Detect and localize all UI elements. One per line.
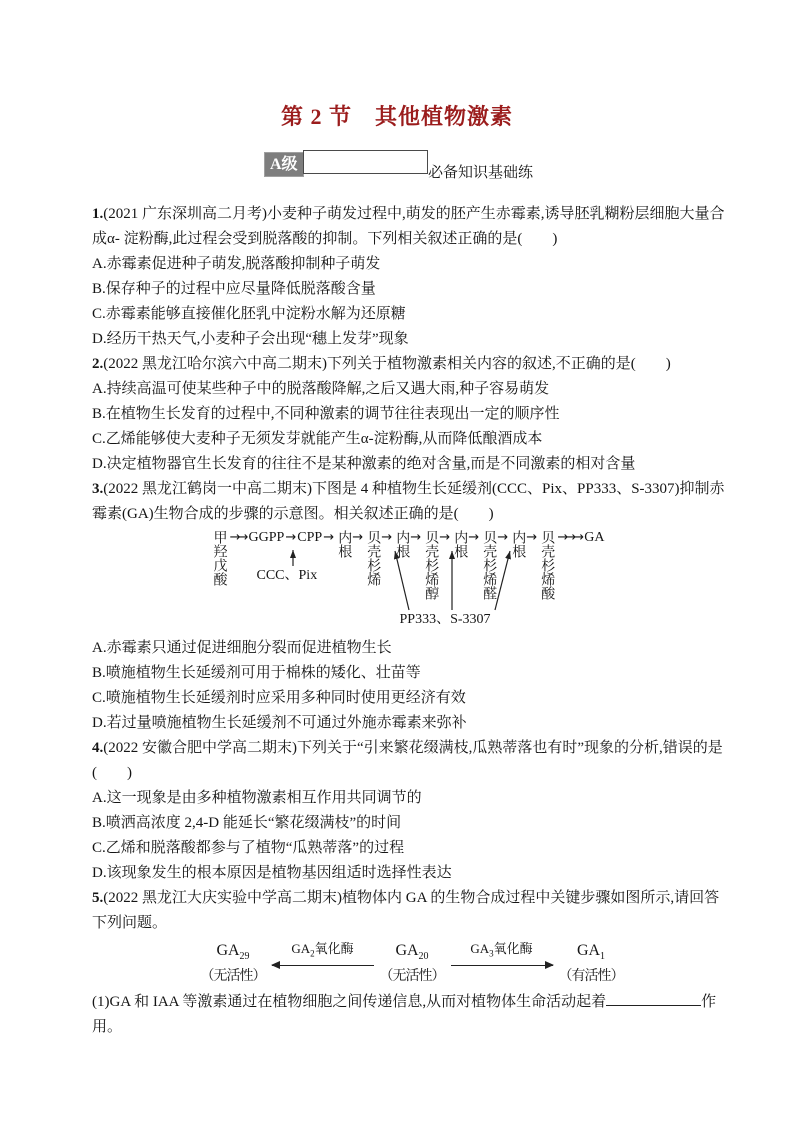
question-1-option-b: B.保存种子的过程中应尽量降低脱落酸含量 bbox=[92, 281, 376, 297]
question-4-option-c: C.乙烯和脱落酸都参与了植物“瓜熟蒂落”的过程 bbox=[92, 840, 405, 856]
question-list bbox=[92, 202, 732, 1040]
arrow-icon: → bbox=[410, 530, 422, 545]
arrow-icon: → bbox=[323, 530, 335, 545]
question-1-option-d: D.经历干热天气,小麦种子会出现“穗上发芽”现象 bbox=[92, 331, 409, 347]
right-arrow-icon bbox=[451, 965, 553, 966]
question-5-part-1-text: (1)GA 和 IAA 等激素通过在植物细胞之间传递信息,从而对植物体生命活动起着 bbox=[92, 994, 607, 1011]
inhibitor-label-pp333-s3307: PP333、S-3307 bbox=[399, 612, 491, 627]
answer-blank bbox=[606, 991, 701, 1006]
question-4-option-a: A.这一现象是由多种植物激素相互作用共同调节的 bbox=[92, 790, 422, 806]
question-2-option-b: B.在植物生长发育的过程中,不同种激素的调节往往表现出一定的顺序性 bbox=[92, 406, 560, 422]
question-5-stem bbox=[92, 886, 732, 936]
level-badge: A级 bbox=[264, 152, 304, 177]
ga20-node bbox=[376, 941, 449, 987]
question-5-number: 5. bbox=[92, 890, 104, 906]
ga2-oxidase-arrow bbox=[272, 941, 374, 966]
multi-step-arrow-icon: →→→ bbox=[557, 530, 582, 545]
pathway-node-mevalonic-acid: 甲羟戊酸 bbox=[211, 530, 227, 586]
arrow-icon: → bbox=[468, 530, 480, 545]
ga29-label: $GA_{29}$ bbox=[216, 942, 250, 963]
pathway-node-ent-2: 内根 bbox=[394, 530, 410, 558]
question-3-number: 3. bbox=[92, 481, 104, 497]
ga29-node bbox=[197, 941, 270, 987]
multi-step-arrow-icon: →→ bbox=[229, 530, 246, 545]
arrow-icon: → bbox=[381, 530, 393, 545]
pathway-node-cpp: CPP bbox=[297, 530, 323, 545]
question-2-option-a: A.持续高温可使某些种子中的脱落酸降解,之后又遇大雨,种子容易萌发 bbox=[92, 381, 550, 397]
question-4-stem bbox=[92, 736, 732, 786]
question-3-option-d: D.若过量喷施植物生长延缓剂不可通过外施赤霉素来弥补 bbox=[92, 715, 467, 731]
question-4-number: 4. bbox=[92, 740, 104, 756]
left-arrow-icon bbox=[272, 965, 374, 966]
pathway-node-kaurene: 贝壳杉烯 bbox=[365, 530, 381, 586]
pathway-node-kaurenoic-acid: 贝壳杉烯酸 bbox=[539, 530, 555, 600]
question-4-option-b: B.喷洒高浓度 2,4-D 能延长“繁花缀满枝”的时间 bbox=[92, 815, 402, 831]
question-5-text: (2022 黑龙江大庆实验中学高二期末)植物体内 GA 的生物合成过程中关键步骤如图所示,请回答下列问题。 bbox=[92, 890, 720, 931]
ga2-oxidase-label: $GA_2$氧化酶 bbox=[291, 941, 354, 959]
question-2-stem bbox=[92, 352, 732, 377]
ga-synthesis-pathway-diagram bbox=[211, 530, 614, 632]
question-3-stem bbox=[92, 477, 732, 527]
question-2-option-c: C.乙烯能够使大麦种子无须发芽就能产生α-淀粉酶,从而降低酿酒成本 bbox=[92, 431, 543, 447]
question-3-option-a: A.赤霉素只通过促进细胞分裂而促进植物生长 bbox=[92, 640, 392, 656]
page-title: 第 2 节 其他植物激素 bbox=[280, 104, 513, 129]
question-2-option-d: D.决定植物器官生长发育的往往不是某种激素的绝对含量,而是不同激素的相对含量 bbox=[92, 456, 636, 472]
ga1-activity-state: （有活性） bbox=[558, 969, 624, 985]
question-3-text: (2022 黑龙江鹤岗一中高二期末)下图是 4 种植物生长延缓剂(CCC、Pix、PP333、S-3307)抑制赤霉素(GA)生物合成的步骤的示意图。相关叙述正确的是( ) bbox=[92, 481, 725, 522]
pathway-node-ggpp: GGPP bbox=[248, 530, 285, 545]
arrow-icon: → bbox=[352, 530, 364, 545]
ga3-oxidase-arrow bbox=[451, 941, 553, 966]
ga-oxidase-flow-diagram bbox=[92, 941, 732, 987]
ga3-oxidase-label: $GA_3$氧化酶 bbox=[470, 941, 533, 959]
pathway-node-ga: GA bbox=[584, 530, 605, 545]
question-1-number: 1. bbox=[92, 206, 104, 222]
question-1-stem bbox=[92, 202, 732, 252]
arrow-icon: → bbox=[439, 530, 451, 545]
question-3-option-b: B.喷施植物生长延缓剂可用于棉株的矮化、壮苗等 bbox=[92, 665, 421, 681]
question-1-text: (2021 广东深圳高二月考)小麦种子萌发过程中,萌发的胚产生赤霉素,诱导胚乳糊粉层细胞大量合成α- 淀粉酶,此过程会受到脱落酸的抑制。下列相关叙述正确的是( ) bbox=[92, 206, 725, 247]
section-label: 必备知识基础练 bbox=[428, 165, 534, 181]
question-3-option-c: C.喷施植物生长延缓剂时应采用多种同时使用更经济有效 bbox=[92, 690, 466, 706]
pathway-node-kaurenol: 贝壳杉烯醇 bbox=[423, 530, 439, 600]
section-header bbox=[92, 150, 794, 188]
ga29-activity-state: （无活性） bbox=[200, 969, 266, 985]
inhibitor-label-ccc-pix: CCC、Pix bbox=[256, 568, 318, 583]
question-4-text: (2022 安徽合肥中学高二期末)下列关于“引来繁花缀满枝,瓜熟蒂落也有时”现象的分析,错误的是( ) bbox=[92, 740, 723, 781]
question-2-text: (2022 黑龙江哈尔滨六中高二期末)下列关于植物激素相关内容的叙述,不正确的是( ) bbox=[103, 356, 671, 372]
question-5-part-1-suffix: 作用。 bbox=[92, 994, 717, 1036]
arrow-icon: → bbox=[497, 530, 509, 545]
pathway-node-ent-3: 内根 bbox=[452, 530, 468, 558]
pathway-node-kaurenal: 贝壳杉烯醛 bbox=[481, 530, 497, 600]
pathway-node-ent-1: 内根 bbox=[336, 530, 352, 558]
question-1-option-c: C.赤霉素能够直接催化胚乳中淀粉水解为还原糖 bbox=[92, 306, 406, 322]
ga1-label: $GA_1$ bbox=[576, 942, 606, 963]
ga20-label: $GA_{20}$ bbox=[395, 942, 429, 963]
question-4-option-d: D.该现象发生的根本原因是植物基因组适时选择性表达 bbox=[92, 865, 452, 881]
arrow-icon: → bbox=[285, 530, 297, 545]
question-2-number: 2. bbox=[92, 356, 104, 372]
ga20-activity-state: （无活性） bbox=[379, 969, 445, 985]
arrow-icon: → bbox=[526, 530, 538, 545]
inhibition-arrow-lines bbox=[211, 530, 614, 632]
question-1-option-a: A.赤霉素促进种子萌发,脱落酸抑制种子萌发 bbox=[92, 256, 381, 272]
pathway-node-ent-4: 内根 bbox=[510, 530, 526, 558]
ga1-node bbox=[555, 941, 628, 987]
score-box bbox=[303, 150, 428, 174]
question-5-part-1 bbox=[92, 990, 732, 1040]
